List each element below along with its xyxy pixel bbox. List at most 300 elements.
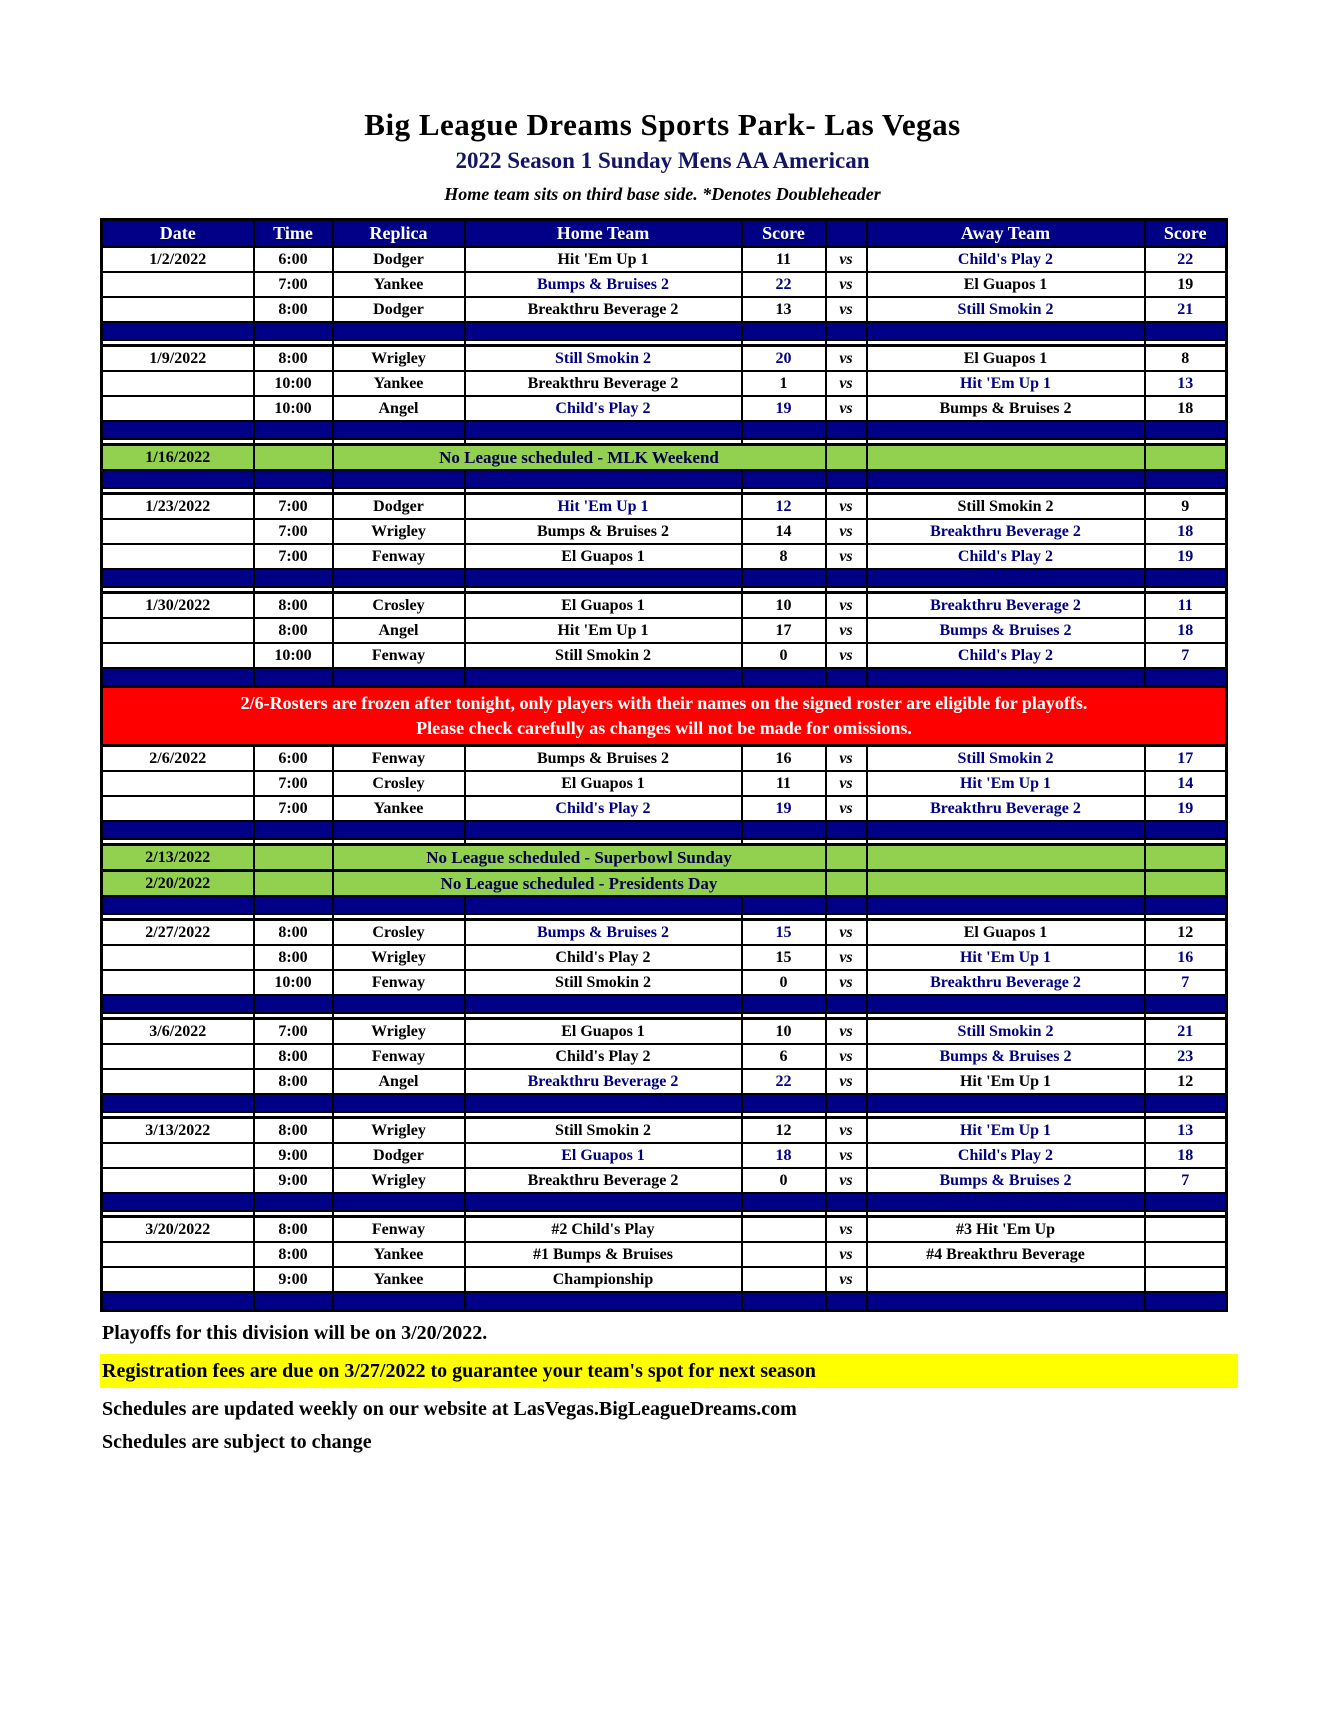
spacer-cell <box>826 1193 867 1211</box>
replica-cell: Crosley <box>333 920 465 946</box>
away-score-cell <box>1145 871 1227 897</box>
time-cell: 9:00 <box>254 1143 333 1168</box>
game-row <box>102 1044 1227 1069</box>
replica-cell: Wrigley <box>333 945 465 970</box>
home-score-cell: 19 <box>742 796 826 821</box>
spacer-cell <box>742 896 826 914</box>
away-score-cell: 7 <box>1145 970 1227 995</box>
date-cell: 2/20/2022 <box>102 871 254 897</box>
replica-cell: Angel <box>333 1069 465 1094</box>
spacer-cell <box>1145 821 1227 839</box>
header-home-team: Home Team <box>465 220 742 247</box>
home-team-cell: Child's Play 2 <box>465 796 742 821</box>
time-cell: 10:00 <box>254 643 333 668</box>
away-team-cell <box>867 445 1145 471</box>
home-score-cell: 6 <box>742 1044 826 1069</box>
date-cell <box>102 970 254 995</box>
away-team-cell: Child's Play 2 <box>867 1143 1145 1168</box>
home-score-cell: 12 <box>742 1118 826 1144</box>
game-row <box>102 771 1227 796</box>
division-subtitle: 2022 Season 1 Sunday Mens AA American <box>455 148 870 174</box>
date-cell <box>102 643 254 668</box>
spacer-row <box>102 1292 1227 1311</box>
spacer-row <box>102 896 1227 914</box>
away-team-cell: Child's Play 2 <box>867 643 1145 668</box>
vs-cell: vs <box>826 1143 867 1168</box>
spacer-cell <box>1145 470 1227 488</box>
date-cell <box>102 1242 254 1267</box>
away-score-cell: 19 <box>1145 796 1227 821</box>
game-row <box>102 796 1227 821</box>
website-note: Schedules are updated weekly on our website at LasVegas.BigLeagueDreams.com <box>102 1398 797 1421</box>
roster-alert-line: Please check carefully as changes will not be made for omissions. <box>416 718 912 739</box>
away-score-cell: 7 <box>1145 643 1227 668</box>
vs-cell: vs <box>826 746 867 772</box>
header-time: Time <box>254 220 333 247</box>
home-score-cell: 15 <box>742 920 826 946</box>
date-cell: 1/9/2022 <box>102 346 254 372</box>
spacer-cell <box>102 668 254 687</box>
replica-cell: Yankee <box>333 371 465 396</box>
vs-cell: vs <box>826 796 867 821</box>
spacer-cell <box>1145 421 1227 439</box>
vs-cell: vs <box>826 346 867 372</box>
header-date: Date <box>102 220 254 247</box>
home-score-cell: 22 <box>742 272 826 297</box>
away-score-cell: 16 <box>1145 945 1227 970</box>
home-score-cell <box>742 1242 826 1267</box>
away-score-cell <box>1145 1217 1227 1243</box>
date-cell: 1/30/2022 <box>102 593 254 619</box>
home-team-cell: Breakthru Beverage 2 <box>465 1168 742 1193</box>
vs-cell <box>826 445 867 471</box>
replica-cell: Wrigley <box>333 1168 465 1193</box>
spacer-cell <box>254 470 333 488</box>
game-row <box>102 396 1227 421</box>
header-home-score: Score <box>742 220 826 247</box>
table-header-row <box>102 220 1227 247</box>
roster-alert-row <box>102 687 1227 746</box>
vs-cell: vs <box>826 1168 867 1193</box>
away-score-cell: 21 <box>1145 1019 1227 1045</box>
away-score-cell <box>1145 1267 1227 1292</box>
away-team-cell: El Guapos 1 <box>867 272 1145 297</box>
time-cell: 7:00 <box>254 796 333 821</box>
home-score-cell: 11 <box>742 247 826 273</box>
spacer-cell <box>102 470 254 488</box>
spacer-row <box>102 569 1227 587</box>
spacer-cell <box>742 821 826 839</box>
time-cell: 7:00 <box>254 272 333 297</box>
home-score-cell: 0 <box>742 970 826 995</box>
schedule-content <box>100 108 1225 1454</box>
away-team-cell: Bumps & Bruises 2 <box>867 1044 1145 1069</box>
spacer-cell <box>333 821 465 839</box>
spacer-cell <box>867 322 1145 340</box>
header-away-score: Score <box>1145 220 1227 247</box>
home-team-cell: El Guapos 1 <box>465 1019 742 1045</box>
away-score-cell: 14 <box>1145 771 1227 796</box>
date-cell: 3/20/2022 <box>102 1217 254 1243</box>
away-score-cell: 13 <box>1145 1118 1227 1144</box>
replica-cell: Fenway <box>333 970 465 995</box>
vs-cell: vs <box>826 643 867 668</box>
vs-cell: vs <box>826 396 867 421</box>
spacer-cell <box>465 421 742 439</box>
no-league-message: No League scheduled - MLK Weekend <box>333 445 826 471</box>
date-cell <box>102 1267 254 1292</box>
spacer-cell <box>333 668 465 687</box>
time-cell: 10:00 <box>254 396 333 421</box>
spacer-cell <box>333 569 465 587</box>
game-row <box>102 544 1227 569</box>
home-score-cell: 15 <box>742 945 826 970</box>
date-cell <box>102 272 254 297</box>
spacer-cell <box>333 421 465 439</box>
home-team-cell: Breakthru Beverage 2 <box>465 297 742 322</box>
vs-cell: vs <box>826 1118 867 1144</box>
vs-cell: vs <box>826 920 867 946</box>
spacer-cell <box>1145 995 1227 1013</box>
spacer-cell <box>102 896 254 914</box>
away-score-cell <box>1145 445 1227 471</box>
playoffs-note: Playoffs for this division will be on 3/20/2022. <box>102 1322 488 1345</box>
away-score-cell: 21 <box>1145 297 1227 322</box>
no-league-row <box>102 445 1227 471</box>
spacer-cell <box>826 569 867 587</box>
home-team-cell: #1 Bumps & Bruises <box>465 1242 742 1267</box>
date-cell <box>102 1044 254 1069</box>
spacer-row <box>102 1094 1227 1112</box>
replica-cell: Wrigley <box>333 519 465 544</box>
spacer-cell <box>102 995 254 1013</box>
replica-cell: Angel <box>333 618 465 643</box>
away-team-cell <box>867 871 1145 897</box>
away-team-cell <box>867 1267 1145 1292</box>
spacer-cell <box>465 821 742 839</box>
away-score-cell: 13 <box>1145 371 1227 396</box>
date-cell <box>102 796 254 821</box>
spacer-cell <box>742 421 826 439</box>
footer-notes <box>100 1321 1225 1454</box>
spacer-cell <box>333 1193 465 1211</box>
vs-cell: vs <box>826 945 867 970</box>
vs-cell: vs <box>826 371 867 396</box>
away-team-cell: Hit 'Em Up 1 <box>867 771 1145 796</box>
replica-cell: Fenway <box>333 1217 465 1243</box>
spacer-cell <box>254 322 333 340</box>
date-cell <box>102 297 254 322</box>
vs-cell: vs <box>826 593 867 619</box>
date-cell <box>102 1143 254 1168</box>
home-score-cell: 1 <box>742 371 826 396</box>
spacer-cell <box>254 995 333 1013</box>
spacer-cell <box>465 1094 742 1112</box>
game-row <box>102 1069 1227 1094</box>
spacer-cell <box>102 421 254 439</box>
home-team-cell: Child's Play 2 <box>465 945 742 970</box>
home-score-cell: 22 <box>742 1069 826 1094</box>
spacer-cell <box>102 1094 254 1112</box>
game-row <box>102 618 1227 643</box>
spacer-cell <box>826 896 867 914</box>
spacer-cell <box>254 1292 333 1311</box>
date-cell: 3/13/2022 <box>102 1118 254 1144</box>
time-cell: 7:00 <box>254 494 333 520</box>
away-score-cell: 8 <box>1145 346 1227 372</box>
away-score-cell <box>1145 845 1227 871</box>
away-team-cell: Child's Play 2 <box>867 247 1145 273</box>
time-cell: 8:00 <box>254 1069 333 1094</box>
time-cell: 8:00 <box>254 593 333 619</box>
spacer-cell <box>102 1193 254 1211</box>
spacer-cell <box>102 821 254 839</box>
spacer-row <box>102 322 1227 340</box>
replica-cell: Fenway <box>333 544 465 569</box>
replica-cell: Crosley <box>333 771 465 796</box>
date-cell: 2/6/2022 <box>102 746 254 772</box>
spacer-cell <box>1145 1292 1227 1311</box>
date-cell <box>102 519 254 544</box>
game-row <box>102 1118 1227 1144</box>
spacer-cell <box>1145 668 1227 687</box>
spacer-cell <box>867 1292 1145 1311</box>
away-score-cell: 9 <box>1145 494 1227 520</box>
time-cell: 8:00 <box>254 945 333 970</box>
home-score-cell: 10 <box>742 593 826 619</box>
header-away-team: Away Team <box>867 220 1145 247</box>
away-score-cell: 11 <box>1145 593 1227 619</box>
home-team-cell: El Guapos 1 <box>465 1143 742 1168</box>
spacer-cell <box>465 569 742 587</box>
schedule-body <box>102 247 1227 1311</box>
away-score-cell: 17 <box>1145 746 1227 772</box>
spacer-cell <box>867 821 1145 839</box>
game-row <box>102 519 1227 544</box>
spacer-cell <box>742 470 826 488</box>
spacer-cell <box>102 322 254 340</box>
home-team-note: Home team sits on third base side. *Denotes Doubleheader <box>444 184 881 205</box>
game-row <box>102 1217 1227 1243</box>
spacer-cell <box>465 322 742 340</box>
spacer-cell <box>465 995 742 1013</box>
spacer-cell <box>333 322 465 340</box>
spacer-cell <box>254 569 333 587</box>
roster-alert-text <box>102 687 1227 746</box>
away-score-cell: 19 <box>1145 544 1227 569</box>
home-score-cell <box>742 1267 826 1292</box>
spacer-row <box>102 995 1227 1013</box>
spacer-cell <box>826 821 867 839</box>
time-cell <box>254 445 333 471</box>
replica-cell: Dodger <box>333 494 465 520</box>
game-row <box>102 297 1227 322</box>
header-vs <box>826 220 867 247</box>
away-team-cell: Still Smokin 2 <box>867 297 1145 322</box>
home-team-cell: Hit 'Em Up 1 <box>465 494 742 520</box>
spacer-cell <box>465 896 742 914</box>
time-cell: 7:00 <box>254 1019 333 1045</box>
replica-cell: Angel <box>333 396 465 421</box>
date-cell <box>102 1168 254 1193</box>
replica-cell: Wrigley <box>333 1019 465 1045</box>
spacer-cell <box>254 1094 333 1112</box>
away-score-cell: 23 <box>1145 1044 1227 1069</box>
away-team-cell: Child's Play 2 <box>867 544 1145 569</box>
time-cell: 7:00 <box>254 519 333 544</box>
replica-cell: Wrigley <box>333 346 465 372</box>
away-score-cell: 18 <box>1145 396 1227 421</box>
time-cell: 8:00 <box>254 1217 333 1243</box>
away-team-cell: Still Smokin 2 <box>867 494 1145 520</box>
game-row <box>102 346 1227 372</box>
spacer-cell <box>102 1292 254 1311</box>
game-row <box>102 494 1227 520</box>
game-row <box>102 746 1227 772</box>
away-team-cell: Breakthru Beverage 2 <box>867 593 1145 619</box>
time-cell: 8:00 <box>254 297 333 322</box>
home-score-cell: 13 <box>742 297 826 322</box>
vs-cell: vs <box>826 1267 867 1292</box>
spacer-cell <box>102 569 254 587</box>
away-team-cell: Hit 'Em Up 1 <box>867 371 1145 396</box>
spacer-cell <box>742 1094 826 1112</box>
game-row <box>102 920 1227 946</box>
page-title: Big League Dreams Sports Park- Las Vegas <box>364 107 961 142</box>
replica-cell: Crosley <box>333 593 465 619</box>
date-cell <box>102 1069 254 1094</box>
away-team-cell: Still Smokin 2 <box>867 746 1145 772</box>
spacer-cell <box>867 896 1145 914</box>
home-team-cell: Breakthru Beverage 2 <box>465 1069 742 1094</box>
home-score-cell: 11 <box>742 771 826 796</box>
game-row <box>102 371 1227 396</box>
home-team-cell: Bumps & Bruises 2 <box>465 746 742 772</box>
away-team-cell: El Guapos 1 <box>867 346 1145 372</box>
away-team-cell <box>867 845 1145 871</box>
spacer-cell <box>1145 322 1227 340</box>
date-cell <box>102 618 254 643</box>
spacer-row <box>102 470 1227 488</box>
spacer-cell <box>254 1193 333 1211</box>
spacer-cell <box>742 569 826 587</box>
header-replica: Replica <box>333 220 465 247</box>
home-score-cell: 20 <box>742 346 826 372</box>
away-team-cell: Hit 'Em Up 1 <box>867 945 1145 970</box>
replica-cell: Yankee <box>333 1242 465 1267</box>
game-row <box>102 247 1227 273</box>
spacer-cell <box>867 421 1145 439</box>
spacer-cell <box>1145 896 1227 914</box>
time-cell: 8:00 <box>254 1044 333 1069</box>
home-score-cell: 0 <box>742 643 826 668</box>
spacer-cell <box>254 821 333 839</box>
away-team-cell: Bumps & Bruises 2 <box>867 618 1145 643</box>
vs-cell <box>826 845 867 871</box>
away-score-cell: 18 <box>1145 1143 1227 1168</box>
home-score-cell: 8 <box>742 544 826 569</box>
time-cell: 7:00 <box>254 771 333 796</box>
home-team-cell: El Guapos 1 <box>465 771 742 796</box>
home-team-cell: Bumps & Bruises 2 <box>465 272 742 297</box>
spacer-cell <box>867 668 1145 687</box>
away-team-cell: #3 Hit 'Em Up <box>867 1217 1145 1243</box>
spacer-cell <box>826 421 867 439</box>
spacer-row <box>102 821 1227 839</box>
game-row <box>102 1168 1227 1193</box>
spacer-cell <box>867 470 1145 488</box>
game-row <box>102 1019 1227 1045</box>
no-league-row <box>102 871 1227 897</box>
home-score-cell: 0 <box>742 1168 826 1193</box>
vs-cell: vs <box>826 544 867 569</box>
home-team-cell: Hit 'Em Up 1 <box>465 247 742 273</box>
spacer-cell <box>742 668 826 687</box>
spacer-cell <box>333 1094 465 1112</box>
time-cell: 8:00 <box>254 1242 333 1267</box>
spacer-cell <box>826 668 867 687</box>
game-row <box>102 1143 1227 1168</box>
away-score-cell <box>1145 1242 1227 1267</box>
away-team-cell: Breakthru Beverage 2 <box>867 970 1145 995</box>
home-team-cell: Still Smokin 2 <box>465 970 742 995</box>
vs-cell: vs <box>826 1242 867 1267</box>
replica-cell: Wrigley <box>333 1118 465 1144</box>
game-row <box>102 970 1227 995</box>
spacer-cell <box>333 896 465 914</box>
date-cell <box>102 771 254 796</box>
game-row <box>102 1242 1227 1267</box>
replica-cell: Dodger <box>333 297 465 322</box>
spacer-cell <box>254 421 333 439</box>
date-cell: 1/23/2022 <box>102 494 254 520</box>
away-team-cell: El Guapos 1 <box>867 920 1145 946</box>
spacer-row <box>102 421 1227 439</box>
replica-cell: Fenway <box>333 1044 465 1069</box>
home-team-cell: Hit 'Em Up 1 <box>465 618 742 643</box>
replica-cell: Dodger <box>333 247 465 273</box>
away-score-cell: 18 <box>1145 618 1227 643</box>
home-score-cell <box>742 1217 826 1243</box>
game-row <box>102 945 1227 970</box>
spacer-cell <box>867 1193 1145 1211</box>
date-cell: 3/6/2022 <box>102 1019 254 1045</box>
vs-cell: vs <box>826 1069 867 1094</box>
spacer-cell <box>254 896 333 914</box>
home-score-cell: 18 <box>742 1143 826 1168</box>
vs-cell: vs <box>826 247 867 273</box>
time-cell: 7:00 <box>254 544 333 569</box>
spacer-cell <box>867 995 1145 1013</box>
time-cell <box>254 871 333 897</box>
home-team-cell: Bumps & Bruises 2 <box>465 519 742 544</box>
home-score-cell: 17 <box>742 618 826 643</box>
replica-cell: Yankee <box>333 1267 465 1292</box>
spacer-cell <box>465 668 742 687</box>
vs-cell: vs <box>826 519 867 544</box>
time-cell: 10:00 <box>254 970 333 995</box>
no-league-message: No League scheduled - Presidents Day <box>333 871 826 897</box>
spacer-row <box>102 1193 1227 1211</box>
spacer-cell <box>826 470 867 488</box>
spacer-cell <box>867 1094 1145 1112</box>
vs-cell: vs <box>826 297 867 322</box>
vs-cell: vs <box>826 1019 867 1045</box>
vs-cell: vs <box>826 1217 867 1243</box>
home-team-cell: Championship <box>465 1267 742 1292</box>
away-score-cell: 18 <box>1145 519 1227 544</box>
away-team-cell: Bumps & Bruises 2 <box>867 396 1145 421</box>
